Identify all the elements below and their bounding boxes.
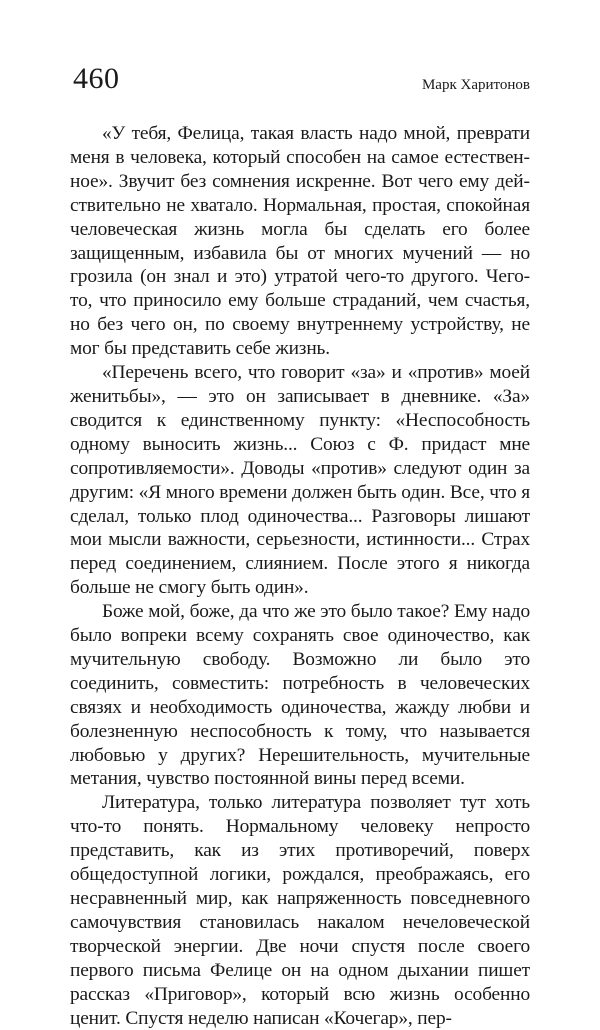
page-number: 460 [73, 62, 120, 95]
paragraph: «У тебя, Фелица, такая власть надо мной, преврати меня в человека, который способен на самое естественное». Звучит без сомнения искренне. Вот чего ему действительно не хватало. Нормальная, простая, спокойная человеческая жизнь могла бы сделать его более защищенным, избавила бы от многих мучений — но грозила (он знал и это) утратой чего-то другого. Чего-то, что приносило ему больше страданий, чем счастья, но без чего он, по своему внутреннему устройству, не мог бы представить себе жизнь. [70, 123, 530, 360]
body-text [70, 122, 530, 1030]
paragraph: Литература, только литература позволяет тут хоть что-то понять. Нормальному человеку непросто представить, как из этих противоречий, поверх общедоступной логики, рождался, преображаясь, его несравненный мир, как напряженность повседневного самочувствия становилась накалом нечеловеческой творческой энергии. Две ночи спустя после своего первого письма Фелице он на одном дыхании пишет рассказ «Приговор», который всю жизнь особенно ценит. Спустя неделю написан «Кочегар», пер- [70, 792, 530, 1029]
paragraph: Боже мой, боже, да что же это было такое? Ему надо было вопреки всему сохранять свое одиночество, как мучительную свободу. Возможно ли было это соединить, совместить: потребность в человеческих связях и необходимость одиночества, жажду любви и болезненную неспособность к тому, что называется любовью у других? Нерешительность, мучительные метания, чувство постоянной вины перед всеми. [70, 601, 530, 790]
running-head-author: Марк Харитонов [421, 77, 530, 93]
paragraph: «Перечень всего, что говорит «за» и «против» моей женитьбы», — это он записывает в дневнике. «За» сводится к единственному пункту: «Неспособность одному выносить жизнь... Союз с Ф. придаст мне сопротивляемости». Доводы «против» следуют один за другим: «Я много времени должен быть один. Все, что я сделал, только плод одиночества... Разговоры лишают мои мысли важности, серьезности, истинности... Страх перед соединением, слиянием. После этого я никогда больше не смогу быть один». [70, 362, 530, 599]
